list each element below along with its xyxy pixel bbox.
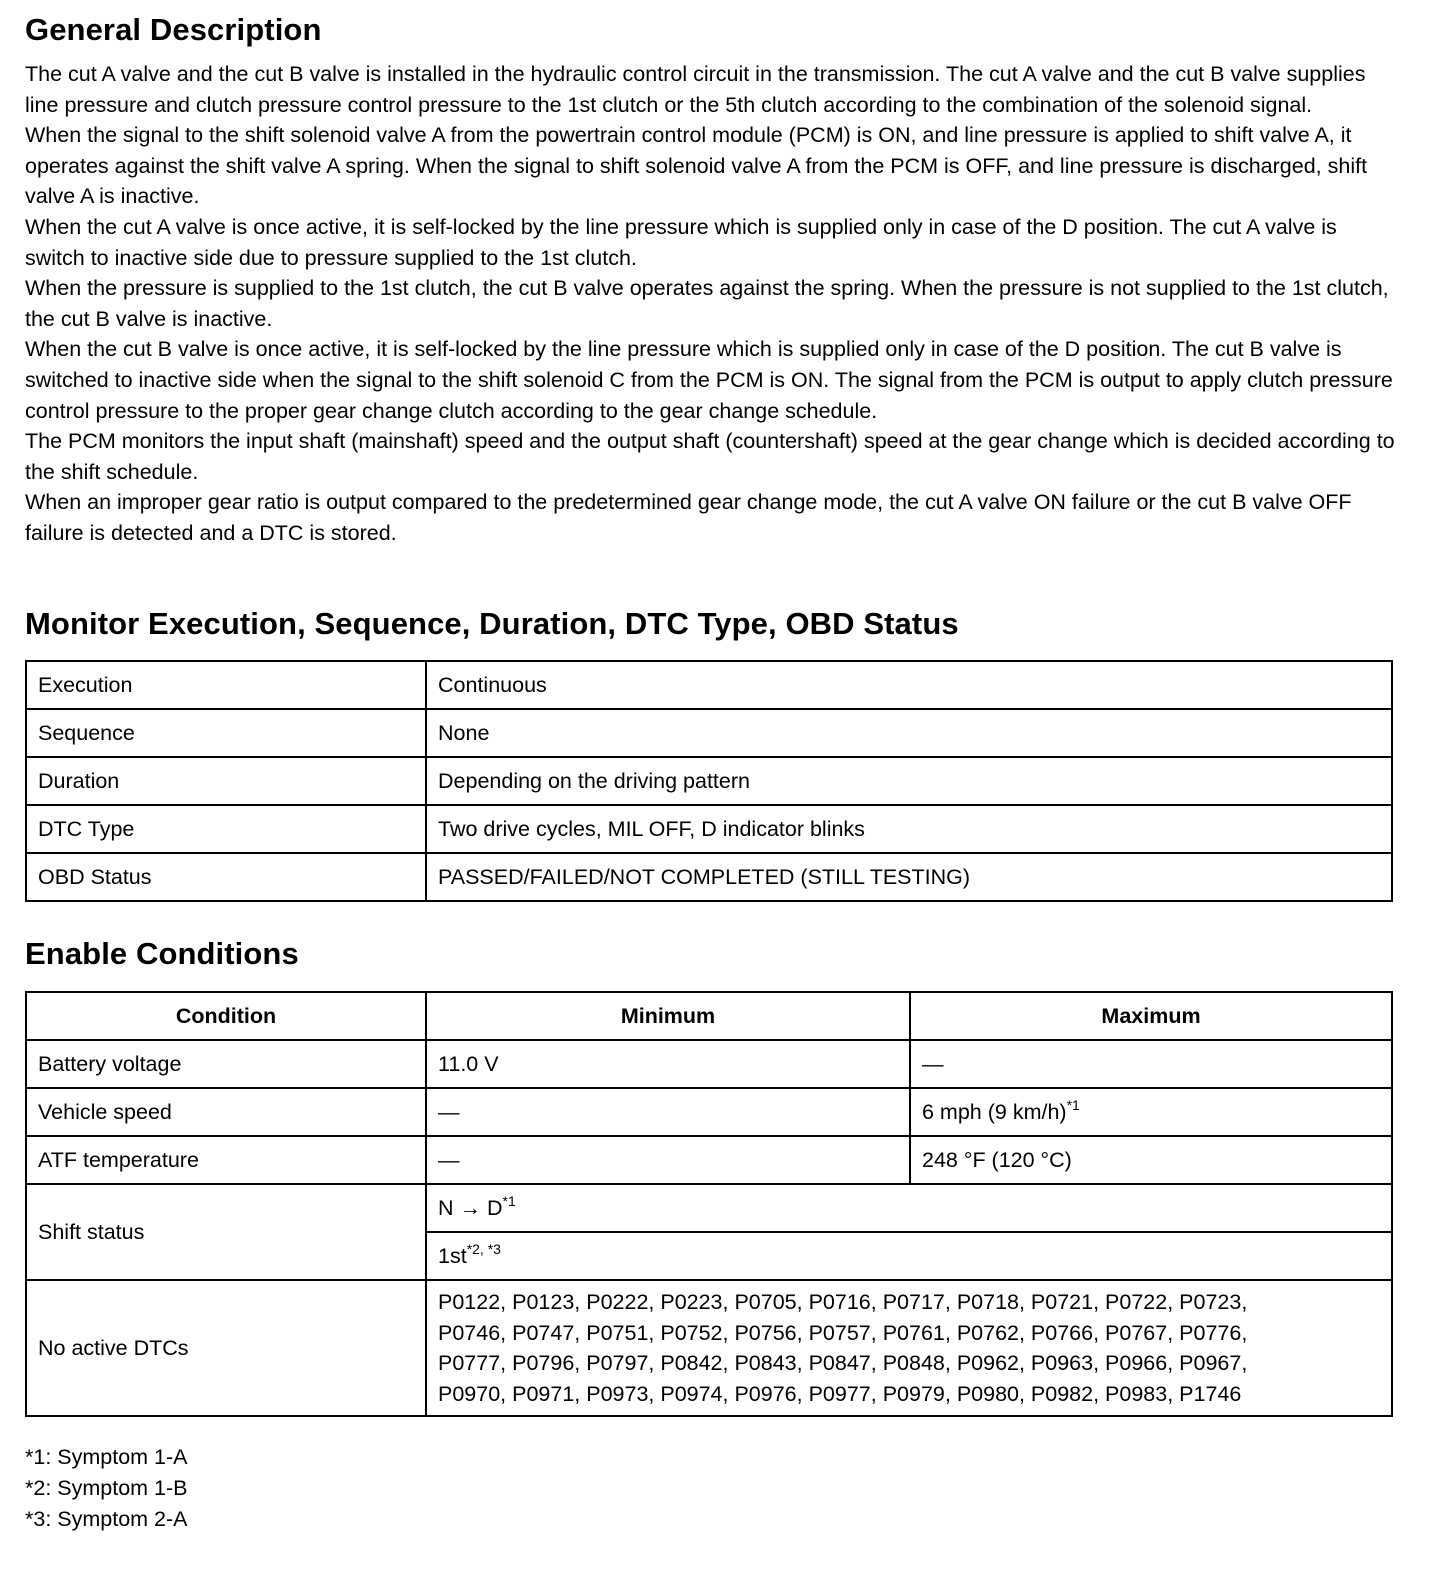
footnote-ref: *2, *3 [466,1240,501,1257]
condition-label: No active DTCs [26,1280,426,1416]
condition-minimum: 11.0 V [426,1040,910,1088]
shift-status-value [426,1232,1392,1280]
description-paragraph: When an improper gear ratio is output compared to the predetermined gear change mode, the cut A valve ON failure or the cut B valve OFF failure is detected and a DTC is stored. [25,490,1352,545]
monitor-value: Two drive cycles, MIL OFF, D indicator blinks [426,805,1392,853]
description-paragraph: When the cut A valve is once active, it is self-locked by the line pressure which is supplied only in case of the D position. The cut A valve is switch to inactive side due to pressure supplied to the 1st clutch. [25,214,1337,270]
footnote-ref: *1 [502,1192,516,1209]
general-description-text [25,59,1395,549]
maximum-value: 6 mph (9 km/h) [922,1099,1067,1124]
table-header-row [26,992,1392,1040]
description-paragraph: When the pressure is supplied to the 1st clutch, the cut B valve operates against the spring. When the pressure is not supplied to the 1st clutch, the cut B valve is inactive. [25,276,1389,331]
monitor-label: Sequence [26,709,426,757]
monitor-label: Duration [26,757,426,805]
dtc-line: P0777, P0796, P0797, P0842, P0843, P0847, P0848, P0962, P0963, P0966, P0967, [438,1351,1248,1375]
monitor-value: PASSED/FAILED/NOT COMPLETED (STILL TESTING) [426,853,1392,901]
general-description-heading: General Description [25,12,322,47]
condition-minimum: — [426,1136,910,1184]
column-header-maximum: Maximum [910,992,1392,1040]
table-row [26,853,1392,901]
shift-transition: N → D [438,1195,503,1220]
dtc-line: P0970, P0971, P0973, P0974, P0976, P0977, P0979, P0980, P0982, P0983, P1746 [438,1381,1242,1406]
column-header-condition: Condition [26,992,426,1040]
table-row [26,805,1392,853]
table-row [26,661,1392,709]
condition-label: Shift status [26,1184,426,1280]
monitor-label: DTC Type [26,805,426,853]
table-row [26,757,1392,805]
condition-maximum: — [910,1040,1392,1088]
condition-maximum: 248 °F (120 °C) [910,1136,1392,1184]
footnote: *1: Symptom 1-A [25,1445,188,1469]
monitor-value: None [426,709,1392,757]
dtc-line: P0746, P0747, P0751, P0752, P0756, P0757, P0761, P0762, P0766, P0767, P0776, [438,1320,1248,1345]
shift-status-value [426,1184,1392,1232]
description-paragraph: The cut A valve and the cut B valve is installed in the hydraulic control circuit in the transmission. The cut A valve and the cut B valve supplies line pressure and clutch pressure control pressure to the 1st clutch or the 5th clutch according to the combination of the solenoid signal. [25,62,1366,117]
monitor-value: Continuous [426,661,1392,709]
table-row [26,709,1392,757]
column-header-minimum: Minimum [426,992,910,1040]
table-row [26,1184,1392,1232]
monitor-heading: Monitor Execution, Sequence, Duration, DTC Type, OBD Status [25,606,959,641]
dtc-line: P0122, P0123, P0222, P0223, P0705, P0716, P0717, P0718, P0721, P0722, P0723, [438,1290,1248,1314]
condition-minimum: — [426,1088,910,1136]
condition-maximum [910,1088,1392,1136]
footnotes [25,1442,188,1535]
shift-gear: 1st [438,1243,467,1268]
footnote: *2: Symptom 1-B [25,1476,188,1500]
condition-label: Vehicle speed [26,1088,426,1136]
condition-label: ATF temperature [26,1136,426,1184]
dtc-list [426,1280,1392,1416]
monitor-table [25,660,1393,902]
description-paragraph: When the signal to the shift solenoid valve A from the powertrain control module (PCM) is ON, and line pressure is applied to shift valve A, it operates against the shift valve A spring. When the signal to shift solenoid valve A from the PCM is OFF, and line pressure is discharged, shift valve A is inactive. [25,123,1368,209]
footnote: *3: Symptom 2-A [25,1507,188,1531]
table-row [26,1040,1392,1088]
table-row [26,1136,1392,1184]
enable-conditions-table [25,991,1393,1417]
table-row [26,1280,1392,1416]
description-paragraph: When the cut B valve is once active, it is self-locked by the line pressure which is supplied only in case of the D position. The cut B valve is switched to inactive side when the signal to the shift solenoid C from the PCM is ON. The signal from the PCM is output to apply clutch pressure control pressure to the proper gear change clutch according to the gear change schedule. [25,337,1393,423]
enable-conditions-heading: Enable Conditions [25,936,299,971]
table-row [26,1088,1392,1136]
monitor-label: Execution [26,661,426,709]
monitor-label: OBD Status [26,853,426,901]
monitor-value: Depending on the driving pattern [426,757,1392,805]
description-paragraph: The PCM monitors the input shaft (mainshaft) speed and the output shaft (countershaft) speed at the gear change which is decided according to the shift schedule. [25,429,1395,484]
footnote-ref: *1 [1066,1096,1080,1113]
condition-label: Battery voltage [26,1040,426,1088]
